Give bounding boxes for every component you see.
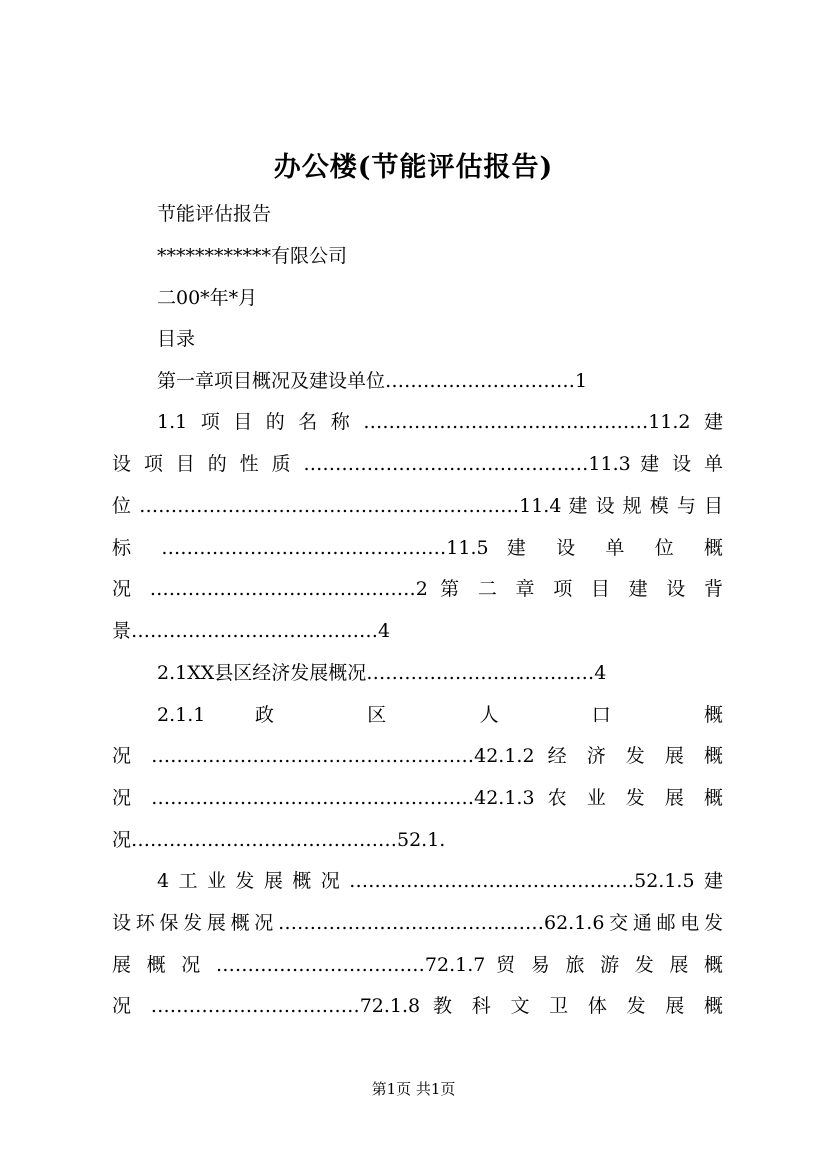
date-line: 二00*年*月	[157, 287, 258, 309]
toc-line: 2.1.1 政 区 人 口 概	[157, 704, 723, 726]
toc-line: 况……………………………………52.1.	[112, 829, 446, 851]
toc-line: 况 ……………………………72.1.8 教 科 文 卫 体 发 展 概	[112, 995, 723, 1017]
toc-line: 况 ……………………………………2 第 二 章 项 目 建 设 背	[112, 578, 723, 600]
toc-line: 景…………………………………4	[112, 620, 391, 642]
toc-line: 况 ……………………………………………42.1.3 农 业 发 展 概	[112, 787, 723, 809]
page-footer: 第1页 共1页	[371, 1080, 456, 1098]
toc-line: 1.1项目的名称………………………………………11.2建	[157, 411, 723, 433]
toc-line: 标 ………………………………………11.5 建 设 单 位 概	[112, 537, 723, 559]
company-line: ************有限公司	[157, 245, 348, 267]
toc-line: 设 项 目 的 性 质 ………………………………………11.3 建 设 单	[112, 453, 723, 475]
document-title: 办公楼(节能评估报告)	[273, 152, 554, 183]
subtitle-line: 节能评估报告	[157, 203, 272, 225]
toc-line: 展 概 况 ……………………………72.1.7 贸 易 旅 游 发 展 概	[112, 954, 723, 976]
toc-line: 设环保发展概况……………………………………62.1.6交通邮电发	[112, 912, 723, 934]
toc-line: 第一章项目概况及建设单位…………………………1	[157, 370, 588, 392]
toc-line: 2.1XX县区经济发展概况………………………………4	[157, 662, 607, 684]
toc-line: 况 ……………………………………………42.1.2 经 济 发 展 概	[112, 745, 723, 767]
toc-heading: 目录	[157, 328, 196, 350]
toc-line: 4工业发展概况………………………………………52.1.5建	[157, 870, 723, 892]
toc-line: 位 ……………………………………………………11.4 建 设 规 模 与 目	[112, 495, 723, 517]
